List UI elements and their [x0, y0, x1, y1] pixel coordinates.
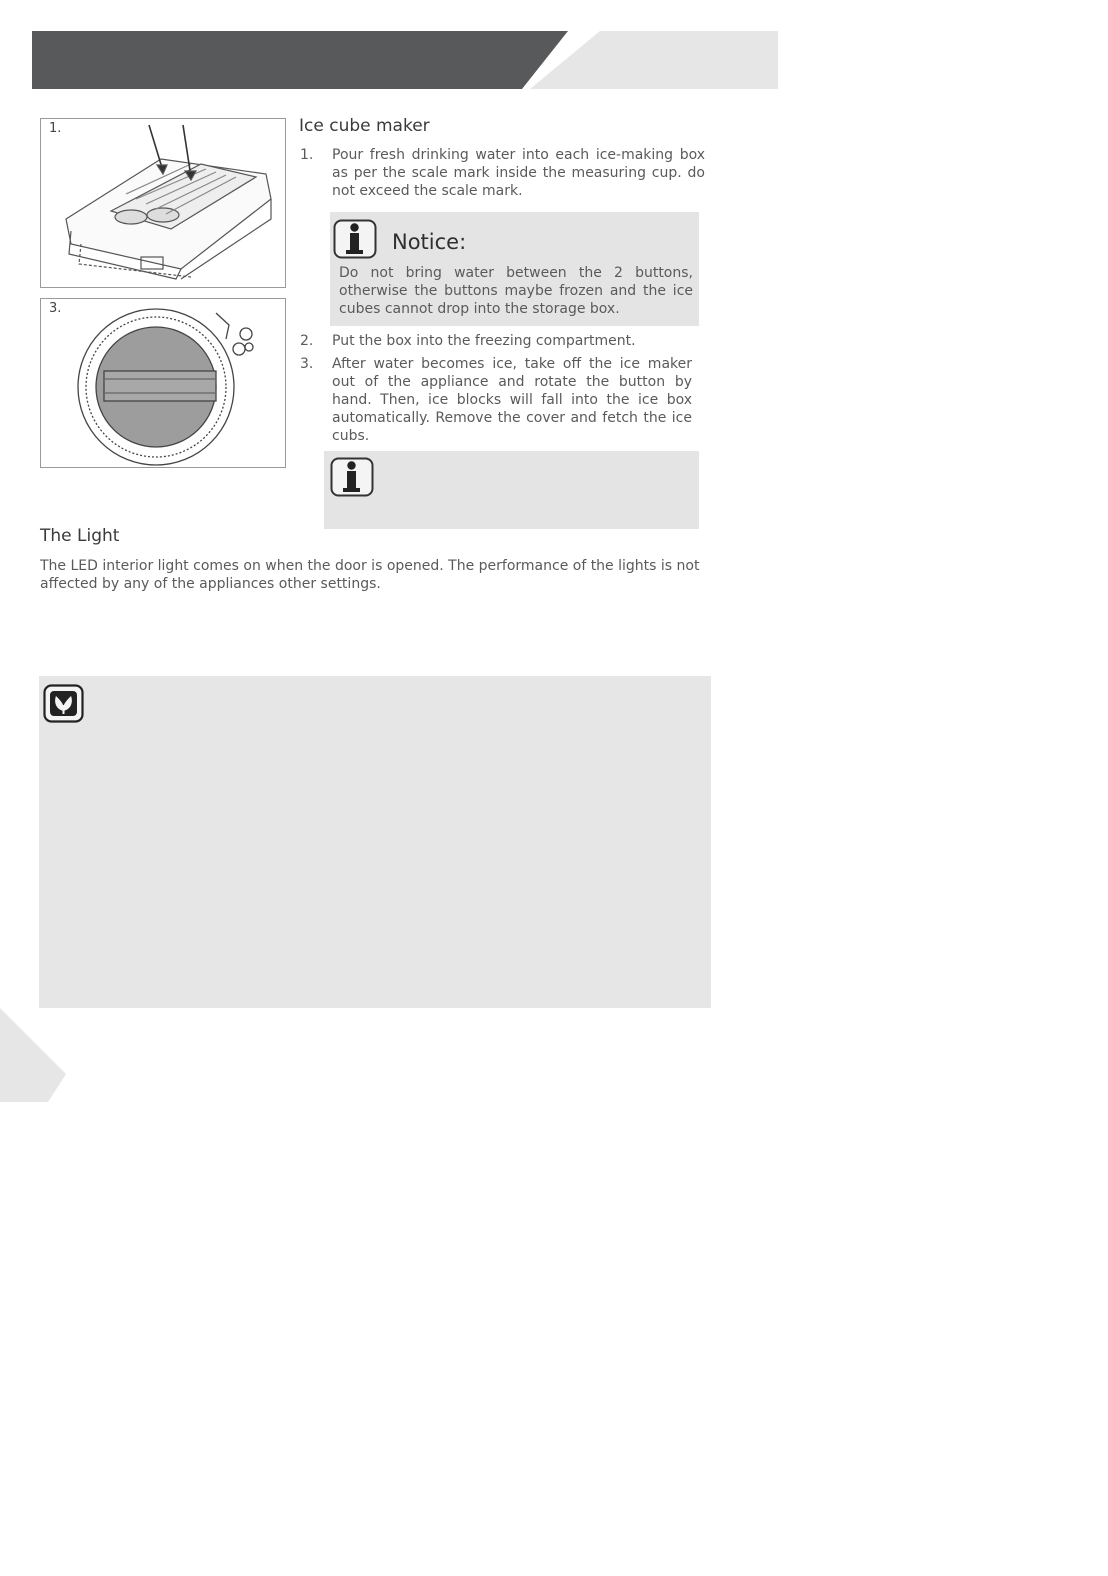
info-icon [330, 457, 374, 497]
notice-box [330, 212, 699, 326]
list-item [300, 146, 705, 202]
knob-illustration [41, 299, 285, 467]
header-light-band [530, 31, 778, 89]
step-number: 2. [300, 333, 314, 349]
step-number: 3. [300, 356, 314, 372]
notice-title: Notice: [392, 230, 467, 254]
step-text: Pour fresh drinking water into each ice-making box as per the scale mark inside the measuring cup. do not exceed the scale mark. [332, 147, 705, 199]
notice-text: Do not bring water between the 2 buttons, otherwise the buttons maybe frozen and the ice cubes cannot drop into the storage box. [339, 265, 693, 317]
corner-tab [0, 1008, 80, 1104]
step-number: 1. [300, 147, 314, 163]
step-text: After water becomes ice, take off the ice maker out of the appliance and rotate the button by hand. Then, ice blocks will fall into the ice box automatically. Remove the cover and fetch the ice cubs. [332, 356, 692, 444]
info-icon [333, 219, 377, 259]
eco-tip-box [39, 676, 711, 1008]
light-body-text: The LED interior light comes on when the door is opened. The performance of the lights is not affected by any of the appliances other settings. [40, 558, 700, 592]
figure-rotate-knob [40, 298, 286, 468]
figure-1-label: 1. [49, 121, 62, 136]
info-box [324, 451, 699, 529]
header-dark-band [32, 31, 568, 89]
section-title-ice-cube-maker: Ice cube maker [299, 116, 430, 136]
figure-ice-tray [40, 118, 286, 288]
section-title-the-light: The Light [40, 526, 120, 546]
figure-3-label: 3. [49, 301, 62, 316]
header-banner [0, 0, 800, 100]
list-item [300, 332, 705, 352]
step-text: Put the box into the freezing compartment. [332, 333, 636, 349]
ice-tray-illustration [41, 119, 285, 287]
eco-leaf-icon [43, 684, 85, 724]
list-item [300, 355, 693, 449]
